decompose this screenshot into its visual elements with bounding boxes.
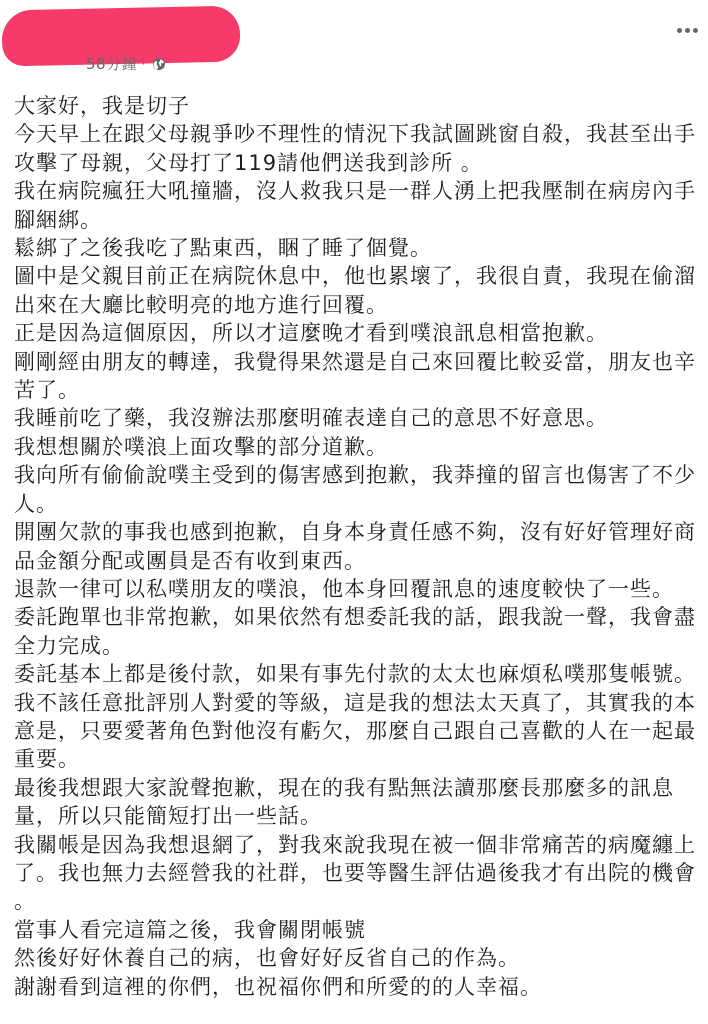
post-line: 重要。 — [14, 747, 80, 772]
dot-icon — [693, 28, 698, 33]
meta-separator: · — [141, 54, 147, 73]
post-line: 人。 — [14, 491, 58, 516]
post-line: 退款一律可以私噗朋友的噗浪，他本身回覆訊息的速度較快了一些。 — [14, 576, 674, 601]
post-line: 全力完成。 — [14, 633, 124, 658]
post-body — [14, 92, 698, 1001]
post-line: 我睡前吃了藥，我沒辦法那麼明確表達自己的意思不好意思。 — [14, 406, 608, 431]
post-line: 當事人看完這篇之後，我會關閉帳號 — [14, 917, 366, 942]
post-line: 品金額分配或團員是否有收到東西。 — [14, 548, 366, 573]
post-line: 委託基本上都是後付款，如果有事先付款的太太也麻煩私噗那隻帳號。 — [14, 662, 696, 687]
post-line: 今天早上在跟父母親爭吵不理性的情況下我試圖跳窗自殺，我甚至出手 — [14, 122, 696, 147]
dot-icon — [677, 28, 682, 33]
post-timestamp[interactable]: 58分鐘 — [86, 55, 138, 73]
post-header — [0, 0, 708, 86]
post-line: 攻擊了母親，父母打了119請他們送我到診所 。 — [14, 150, 483, 175]
globe-icon — [152, 57, 166, 71]
post-line: 我向所有偷偷說噗主受到的傷害感到抱歉，我莽撞的留言也傷害了不少 — [14, 463, 696, 488]
post-line: 量，所以只能簡短打出一些話。 — [14, 804, 322, 829]
post-line: 鬆綁了之後我吃了點東西，睏了睡了個覺。 — [14, 236, 432, 261]
dot-icon — [685, 28, 690, 33]
post-line: 苦了。 — [14, 378, 80, 403]
post-line: 開團欠款的事我也感到抱歉，自身本身責任感不夠，沒有好好管理好商 — [14, 520, 696, 545]
post-line: 委託跑單也非常抱歉，如果依然有想委託我的話，跟我說一聲，我會盡 — [14, 605, 696, 630]
post-line: 最後我想跟大家說聲抱歉，現在的我有點無法讀那麼長那麼多的訊息 — [14, 775, 674, 800]
post-line: 了。我也無力去經營我的社群，也要等醫生評估過後我才有出院的機會 — [14, 860, 696, 885]
post-meta — [86, 53, 166, 74]
post-line: 腳綑綁。 — [14, 207, 102, 232]
post-line: 剛剛經由朋友的轉達，我覺得果然還是自己來回覆比較妥當，朋友也辛 — [14, 349, 696, 374]
post-line: 然後好好休養自己的病，也會好好反省自己的作為。 — [14, 946, 520, 971]
post-line: 大家好，我是切子 — [14, 94, 190, 118]
post-line: 。 — [14, 889, 36, 914]
post-line: 謝謝看到這裡的你們，也祝福你們和所愛的的人幸福。 — [14, 974, 542, 999]
post-line: 我想想關於噗浪上面攻擊的部分道歉。 — [14, 434, 388, 459]
post-line: 圖中是父親目前正在病院休息中，他也累壞了，我很自責，我現在偷溜 — [14, 264, 696, 289]
post-line: 我關帳是因為我想退網了，對我來說我現在被一個非常痛苦的病魔纏上 — [14, 832, 696, 857]
more-options-icon[interactable] — [677, 28, 698, 33]
post-line: 我在病院瘋狂大吼撞牆，沒人救我只是一群人湧上把我壓制在病房內手 — [14, 179, 696, 204]
post-line: 意是，只要愛著角色對他沒有虧欠，那麼自己跟自己喜歡的人在一起最 — [14, 718, 696, 743]
post-line: 正是因為這個原因，所以才這麼晚才看到噗浪訊息相當抱歉。 — [14, 321, 608, 346]
post-line: 出來在大廳比較明亮的地方進行回覆。 — [14, 292, 388, 317]
post-line: 我不該任意批評別人對愛的等級，這是我的想法太天真了，其實我的本 — [14, 690, 696, 715]
